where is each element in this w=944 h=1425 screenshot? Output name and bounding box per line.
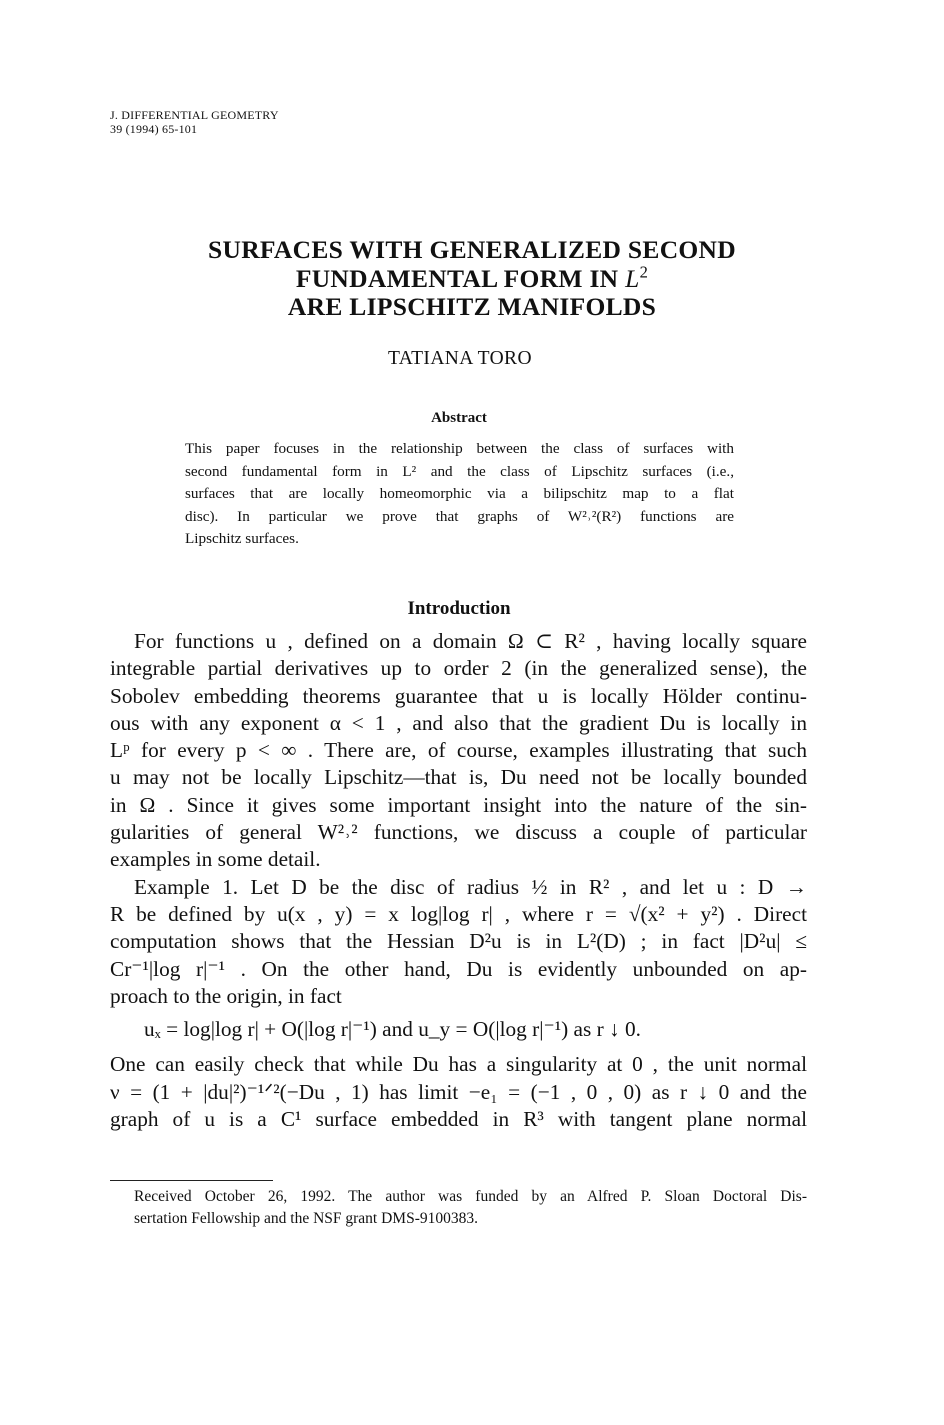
- body-line: Lᵖ for every p < ∞ . There are, of course, examples illustrating that such: [110, 738, 807, 763]
- body-line: ν = (1 + |du|²)⁻¹ᐟ²(−Du , 1) has limit −e₁ = (−1 , 0 , 0) as r ↓ 0 and the: [110, 1079, 807, 1104]
- body-line: One can easily check that while Du has a singularity at 0 , the unit normal: [110, 1052, 807, 1077]
- paper-title: [0, 236, 944, 322]
- footnote-line: sertation Fellowship and the NSF grant DMS-9100383.: [134, 1210, 478, 1227]
- body-line: Cr⁻¹|log r|⁻¹ . On the other hand, Du is evidently unbounded on ap-: [110, 956, 807, 981]
- abstract-line: Lipschitz surfaces.: [185, 530, 299, 548]
- body-line: graph of u is a C¹ surface embedded in R³ with tangent plane normal: [110, 1107, 807, 1132]
- example-1-line: Example 1. Let D be the disc of radius ½ in R² , and let u : D →: [134, 874, 807, 899]
- abstract-line: second fundamental form in L² and the class of Lipschitz surfaces (i.e.,: [185, 462, 734, 480]
- body-line: computation shows that the Hessian D²u is in L²(D) ; in fact |D²u| ≤: [110, 929, 807, 954]
- display-equation: uₓ = log|log r| + O(|log r|⁻¹) and u_y = O(|log r|⁻¹) as r ↓ 0.: [144, 1017, 641, 1042]
- footnote-rule: [110, 1180, 273, 1181]
- body-line: examples in some detail.: [110, 847, 321, 872]
- title-line-1: SURFACES WITH GENERALIZED SECOND: [208, 235, 736, 264]
- abstract-body: [185, 438, 734, 551]
- body-line: proach to the origin, in fact: [110, 983, 342, 1008]
- abstract-line: This paper focuses in the relationship between the class of surfaces with: [185, 440, 734, 457]
- body-line: R be defined by u(x , y) = x log|log r| , where r = √(x² + y²) . Direct: [110, 901, 807, 926]
- abstract-line: disc). In particular we prove that graphs of W²˒²(R²) functions are: [185, 507, 734, 525]
- title-line-3: ARE LIPSCHITZ MANIFOLDS: [287, 292, 657, 321]
- journal-name: J. DIFFERENTIAL GEOMETRY: [110, 108, 279, 122]
- author-name: TATIANA TORO: [388, 348, 532, 369]
- title-line-2: FUNDAMENTAL FORM IN $L^2$: [295, 262, 649, 293]
- journal-volume: 39 (1994) 65-101: [110, 122, 198, 136]
- body-line: ous with any exponent α < 1 , and also that the gradient Du is locally in: [110, 710, 807, 735]
- body-line: For functions u , defined on a domain Ω ⊂ R² , having locally square: [134, 629, 807, 653]
- body-line: in Ω . Since it gives some important insight into the nature of the sin-: [110, 792, 807, 817]
- introduction-body: [110, 628, 807, 1133]
- section-heading-introduction: Introduction: [407, 598, 511, 619]
- journal-header: [110, 108, 279, 136]
- footnote: [134, 1186, 807, 1230]
- body-line: u may not be locally Lipschitz—that is, Du need not be locally bounded: [110, 765, 807, 790]
- abstract-heading: Abstract: [431, 410, 487, 426]
- body-line: gularities of general W²˒² functions, we discuss a couple of particular: [110, 820, 807, 845]
- abstract-line: surfaces that are locally homeomorphic via a bilipschitz map to a flat: [185, 485, 734, 503]
- body-line: integrable partial derivatives up to order 2 (in the generalized sense), the: [110, 656, 807, 681]
- body-line: Sobolev embedding theorems guarantee that u is locally Hölder continu-: [110, 683, 807, 708]
- footnote-line: Received October 26, 1992. The author was funded by an Alfred P. Sloan Doctoral Dis-: [134, 1188, 807, 1205]
